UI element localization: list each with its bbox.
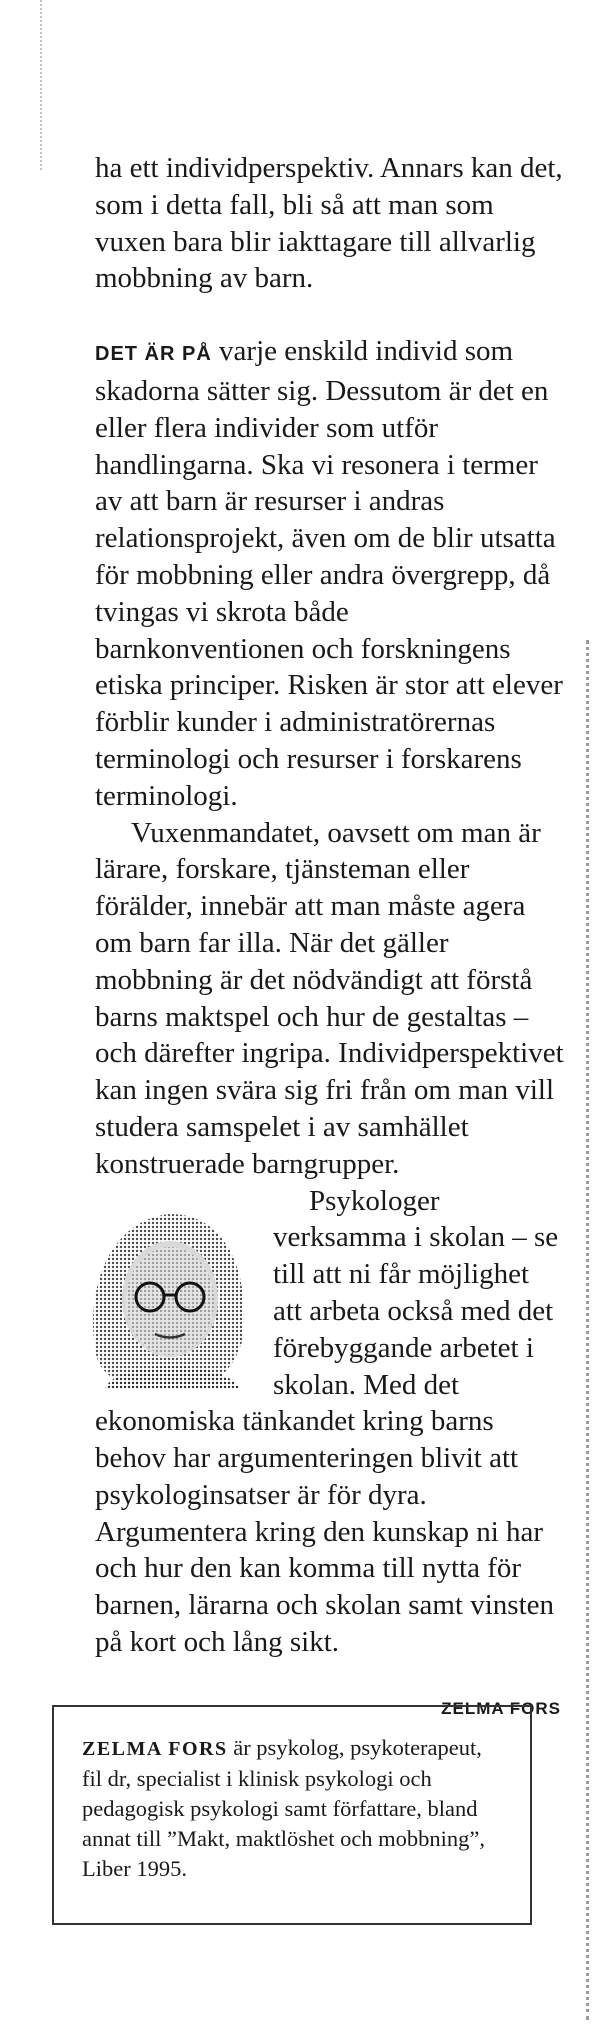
paragraph-lead-in: DET ÄR PÅ — [95, 343, 212, 366]
article-paragraph-4: Psykologer verksamma i skolan – se till att ni får möjlighet att arbeta också med det förebyggande arbetet i skolan. Med det ekonomiska tänkandet kring barns behov har argumenteringen blivit att psykologinsatser är för dyra. Argumentera kring den kunskap ni har och hur den kan komma till nytta för barnen, lärarna och skolan samt vinsten på kort och lång sikt. — [95, 1184, 559, 1659]
article-paragraph-4-block — [95, 1183, 565, 1661]
author-portrait — [75, 1189, 255, 1389]
author-bio-box — [52, 1705, 532, 1925]
article-paragraph-opening: ha ett individperspektiv. Annars kan det, som i detta fall, bli så att man som vuxen bara blir iakttagare till allvarlig mobbning av barn. — [95, 152, 563, 295]
article-paragraph-2 — [95, 333, 565, 814]
article-paragraph-3: Vuxenmandatet, oavsett om man är lärare, forskare, tjänsteman eller förälder, innebär att man måste agera om barn far illa. När det gäller mobbning är det nödvändigt att förstå barns maktspel och hur de gestaltas – och därefter ingripa. Individperspektivet kan ingen svära sig fri från om man vill studera samspelet i av samhället konstruerade barngrupper. — [95, 816, 564, 1180]
margin-dots — [40, 0, 42, 170]
article-column — [95, 150, 565, 1728]
bio-text: är psykolog, psykoterapeut, fil dr, specialist i klinisk psykologi och pedagogisk psykologi samt författare, bland annat till ”Makt, maktlöshet och mobbning”, Liber 1995. — [82, 1735, 486, 1881]
page-edge-dots — [586, 640, 589, 2020]
bio-author-name: ZELMA FORS — [82, 1738, 228, 1760]
author-signature: ZELMA FORS — [441, 1698, 561, 1718]
paragraph-2-text: varje enskild individ som skadorna sätter sig. Dessutom är det en eller flera individer som utför handlingarna. Ska vi resonera i termer av att barn är resurser i andras relationsprojekt, även om de blir utsatta för mobbning eller andra övergrepp, då tvingas vi skrota både barnkonventionen och forskningens etiska principer. Risken är stor att elever förblir kunder i administratörernas terminologi och resurser i forskarens terminologi. — [95, 335, 563, 812]
